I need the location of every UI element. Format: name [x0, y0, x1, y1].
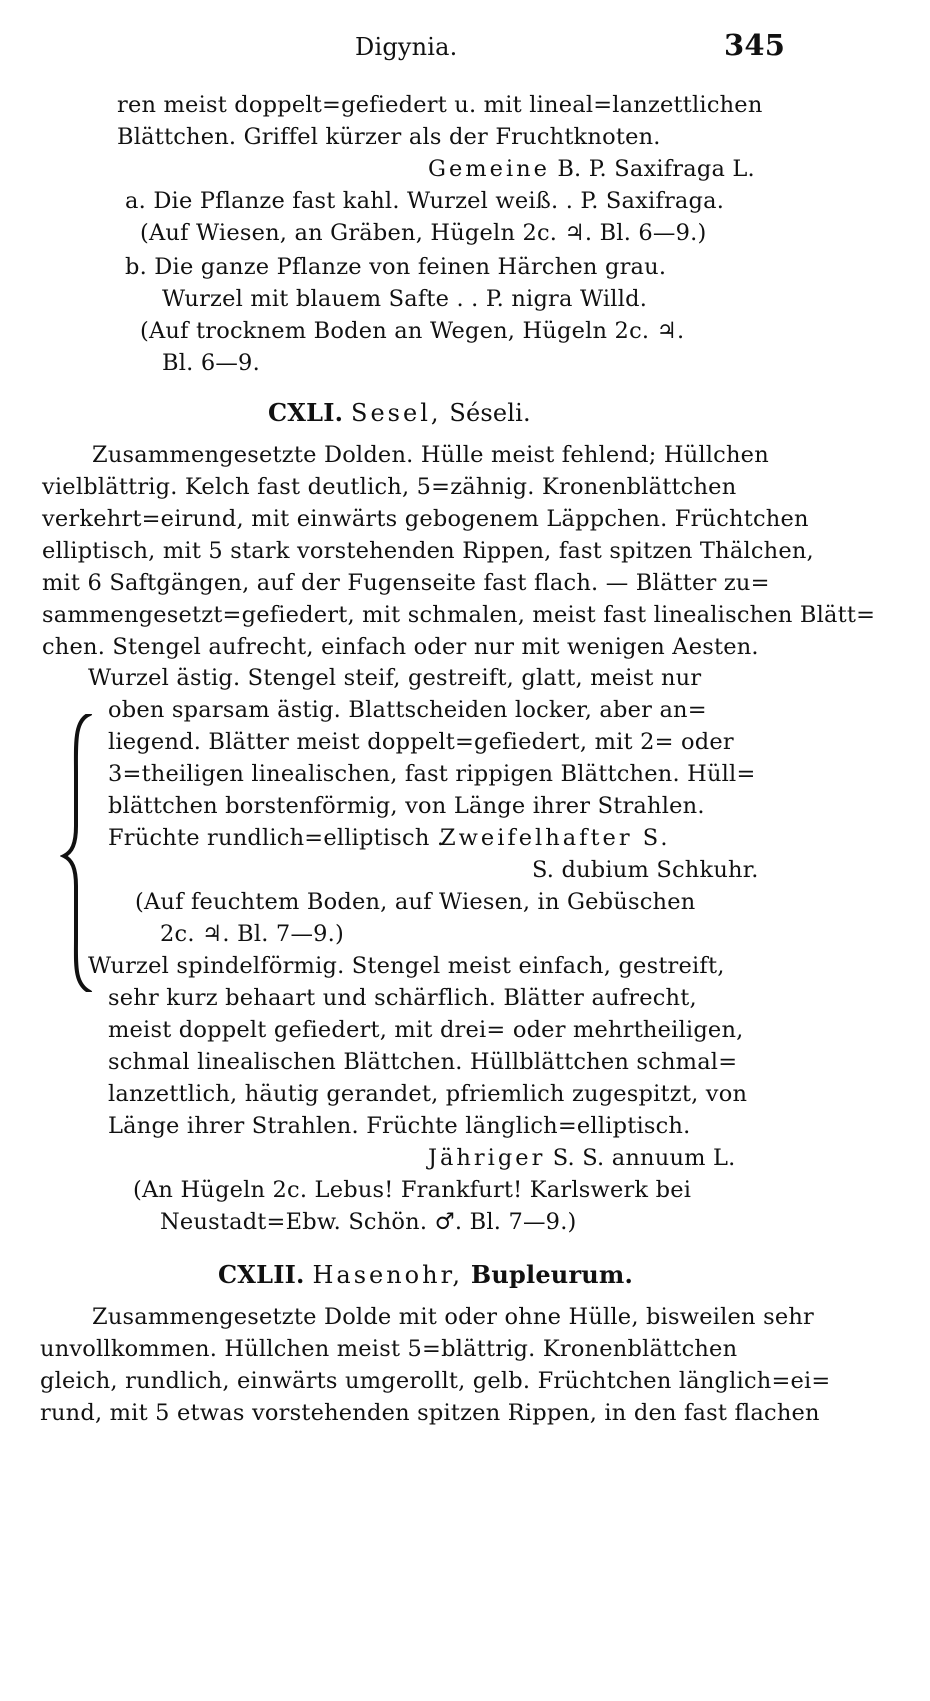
key-line: Länge ihrer Strahlen. Früchte länglich=elliptisch. — [108, 1113, 691, 1139]
species-name-line — [428, 154, 755, 184]
text-line: vielblättrig. Kelch fast deutlich, 5=zähnig. Kronenblättchen — [42, 474, 737, 500]
species-name-lat: S. dubium Schkuhr. — [532, 857, 759, 883]
habitat-note: (An Hügeln 2c. Lebus! Frankfurt! Karlswerk bei — [133, 1177, 692, 1203]
genus-name-lat: Bupleurum. — [470, 1260, 634, 1289]
habitat-note: Neustadt=Ebw. Schön. ♂. Bl. 7—9.) — [160, 1209, 577, 1235]
text-line: Blättchen. Griffel kürzer als der Fruchtknoten. — [117, 124, 661, 150]
key-line: liegend. Blätter meist doppelt=gefiedert, mit 2= oder — [108, 729, 734, 755]
species-name-de: Zweifelhafter S. — [440, 825, 671, 851]
text-line: gleich, rundlich, einwärts umgerollt, gelb. Früchtchen länglich=ei= — [40, 1368, 831, 1394]
habitat-note: (Auf trocknem Boden an Wegen, Hügeln 2c. ♃. — [140, 318, 685, 344]
text-line: ren meist doppelt=gefiedert u. mit lineal=lanzettlichen — [117, 92, 763, 118]
key-line: Wurzel ästig. Stengel steif, gestreift, glatt, meist nur — [88, 665, 702, 691]
text-line: rund, mit 5 etwas vorstehenden spitzen Rippen, in den fast flachen — [40, 1400, 820, 1426]
habitat-note: (Auf Wiesen, an Gräben, Hügeln 2c. ♃. Bl. 6—9.) — [140, 220, 707, 246]
key-line: blättchen borstenförmig, von Länge ihrer Strahlen. — [108, 793, 705, 819]
species-name-rest: S. S. annuum L. — [552, 1145, 736, 1171]
species-name-de: Jähriger — [428, 1145, 546, 1171]
key-line: oben sparsam ästig. Blattscheiden locker, aber an= — [108, 697, 707, 723]
genus-heading — [268, 398, 531, 428]
flowering-note: Bl. 6—9. — [162, 350, 260, 376]
text-line: Zusammengesetzte Dolden. Hülle meist fehlend; Hüllchen — [92, 442, 769, 468]
species-name-rest: B. P. Saxifraga L. — [557, 156, 755, 182]
genus-number: CXLII. — [218, 1260, 305, 1289]
genus-name-de: Sesel, — [351, 399, 442, 427]
key-line: meist doppelt gefiedert, mit drei= oder mehrtheiligen, — [108, 1017, 744, 1043]
variety-b: b. Die ganze Pflanze von feinen Härchen grau. — [125, 254, 667, 280]
key-line: 3=theiligen linealischen, fast rippigen Blättchen. Hüll= — [108, 761, 756, 787]
running-header: Digynia. — [355, 33, 458, 61]
variety-b-cont: Wurzel mit blauem Safte . . P. nigra Willd. — [162, 286, 648, 312]
key-line: schmal linealischen Blättchen. Hüllblättchen schmal= — [108, 1049, 738, 1075]
variety-a: a. Die Pflanze fast kahl. Wurzel weiß. . P. Saxifraga. — [125, 188, 725, 214]
genus-number: CXLI. — [268, 398, 344, 427]
text-line: chen. Stengel aufrecht, einfach oder nur mit wenigen Aesten. — [42, 634, 759, 660]
text-line: Zusammengesetzte Dolde mit oder ohne Hülle, bisweilen sehr — [92, 1304, 814, 1330]
key-line: lanzettlich, häutig gerandet, pfriemlich zugespitzt, von — [108, 1081, 748, 1107]
page-number: 345 — [724, 28, 786, 62]
text-line: unvollkommen. Hüllchen meist 5=blättrig. Kronenblättchen — [40, 1336, 738, 1362]
habitat-note: (Auf feuchtem Boden, auf Wiesen, in Gebüschen — [135, 889, 696, 915]
key-line: Wurzel spindelförmig. Stengel meist einfach, gestreift, — [88, 953, 725, 979]
text-line: elliptisch, mit 5 stark vorstehenden Rippen, fast spitzen Thälchen, — [42, 538, 814, 564]
species-name-line — [428, 1143, 736, 1173]
genus-name-de: Hasenohr, — [312, 1261, 464, 1289]
species-name-de: Gemeine — [428, 156, 550, 182]
genus-name-lat: Séseli. — [449, 399, 531, 427]
key-line: sehr kurz behaart und schärflich. Blätter aufrecht, — [108, 985, 697, 1011]
key-line: Früchte rundlich=elliptisch . — [108, 825, 445, 851]
genus-heading — [218, 1260, 633, 1290]
text-line: mit 6 Saftgängen, auf der Fugenseite fast flach. — Blätter zu= — [42, 570, 770, 596]
flowering-note: 2c. ♃. Bl. 7—9.) — [160, 921, 344, 947]
text-line: verkehrt=eirund, mit einwärts gebogenem Läppchen. Früchtchen — [42, 506, 809, 532]
text-line: sammengesetzt=gefiedert, mit schmalen, meist fast linealischen Blätt= — [42, 602, 876, 628]
